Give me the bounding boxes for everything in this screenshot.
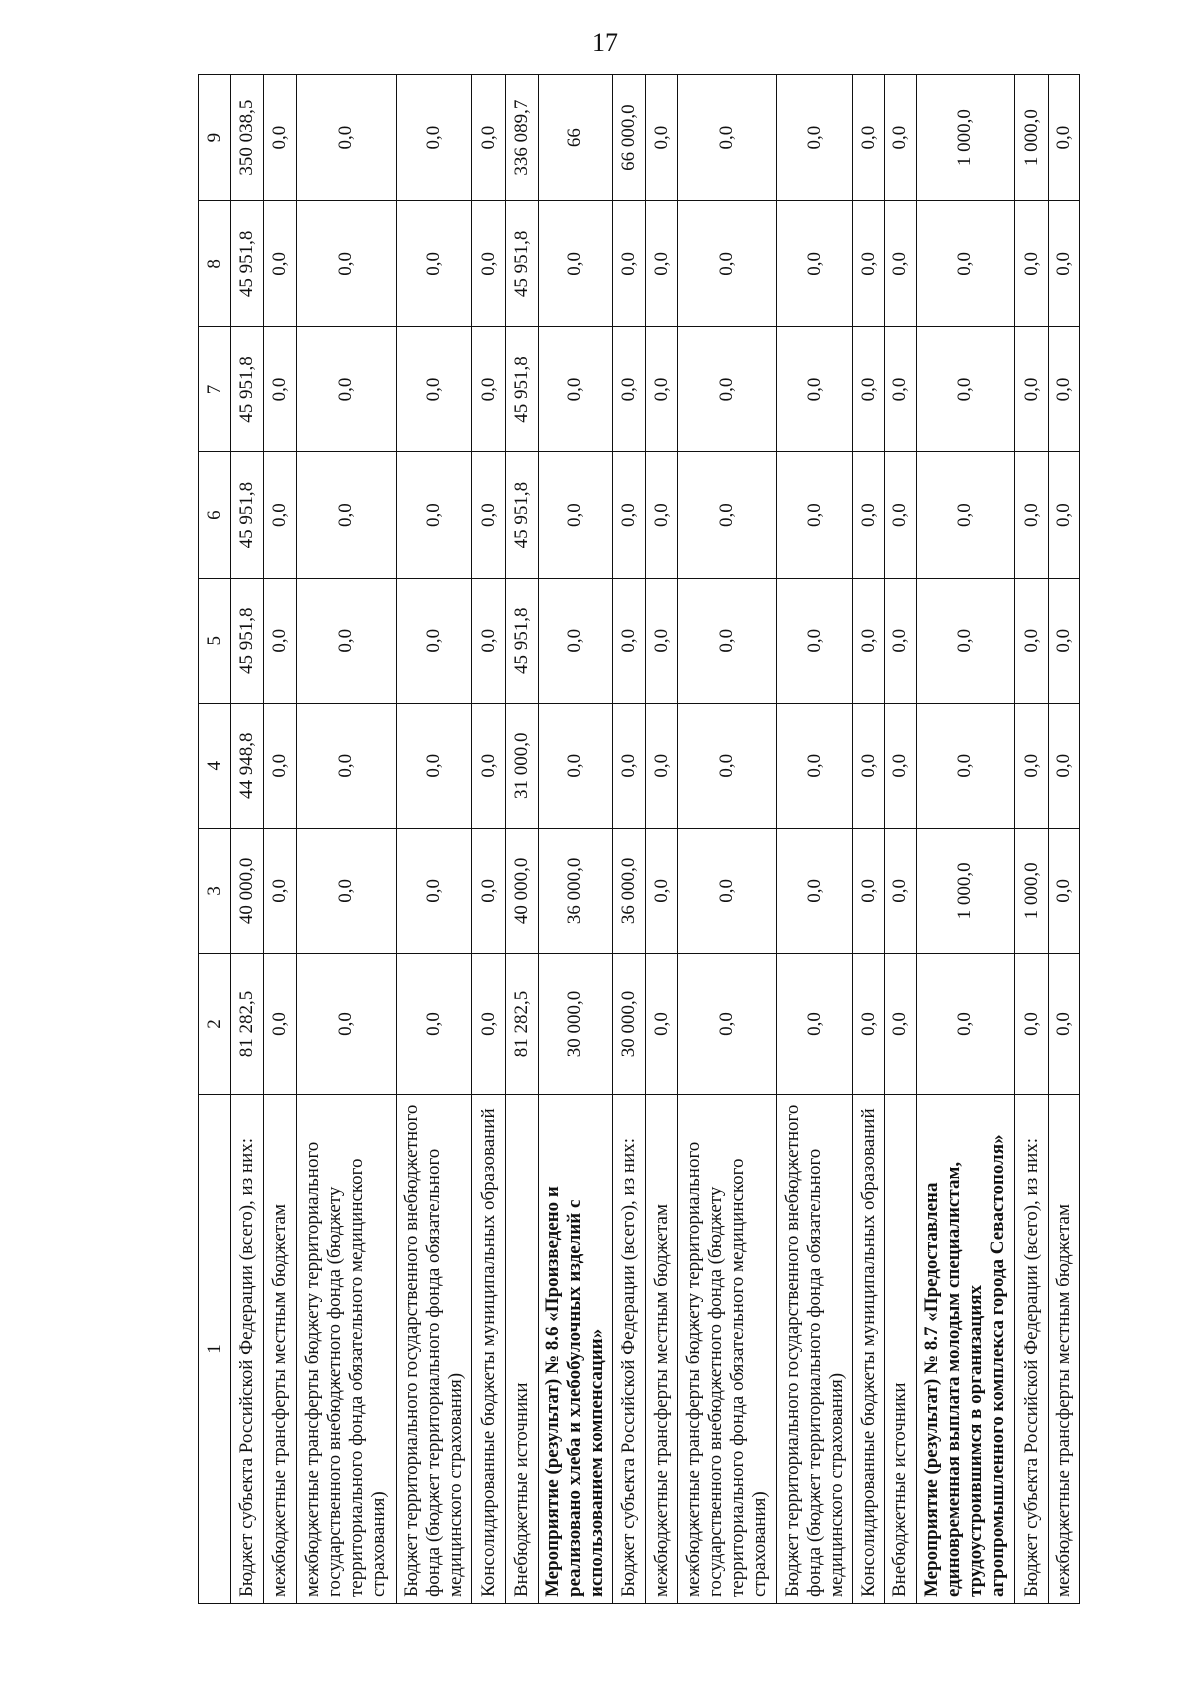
table-row [612, 75, 645, 1604]
row-label-cell: межбюджетные трансферты бюджету территориального государственного внебюджетного фонда (бюджету территориального фонда обязательного медицинского страхования) [296, 1095, 397, 1604]
value-cell: 40 000,0 [505, 828, 538, 953]
value-cell: 0,0 [296, 953, 397, 1094]
table-row [538, 75, 612, 1604]
value-cell: 0,0 [397, 75, 472, 201]
value-cell: 0,0 [1048, 953, 1079, 1094]
table-row [296, 75, 397, 1604]
value-cell: 0,0 [853, 327, 885, 452]
column-header-2: 2 [199, 953, 231, 1094]
value-cell: 0,0 [1015, 953, 1048, 1094]
value-cell: 0,0 [264, 703, 296, 828]
row-label-cell: Консолидированные бюджеты муниципальных образований [853, 1095, 885, 1604]
value-cell: 0,0 [264, 828, 296, 953]
value-cell: 81 282,5 [231, 953, 264, 1094]
table-body [231, 75, 1080, 1604]
value-cell: 0,0 [853, 703, 885, 828]
value-cell: 0,0 [612, 452, 645, 578]
value-cell: 0,0 [916, 578, 1015, 703]
value-cell: 45 951,8 [231, 327, 264, 452]
value-cell: 0,0 [397, 953, 472, 1094]
table-row [472, 75, 505, 1604]
value-cell: 1 000,0 [916, 75, 1015, 201]
value-cell: 0,0 [885, 452, 916, 578]
column-header-3: 3 [199, 828, 231, 953]
value-cell: 0,0 [678, 703, 777, 828]
table-row [678, 75, 777, 1604]
value-cell: 0,0 [646, 452, 678, 578]
table-row [397, 75, 472, 1604]
value-cell: 40 000,0 [231, 828, 264, 953]
value-cell: 0,0 [472, 75, 505, 201]
value-cell: 0,0 [472, 953, 505, 1094]
value-cell: 0,0 [612, 578, 645, 703]
value-cell: 0,0 [397, 327, 472, 452]
activity-title-cell: Мероприятие (результат) № 8.7 «Предоставлена единовременная выплата молодым специалистам, трудоустроившимся в организациях агропромышленного комплекса города Севастополя» [916, 1095, 1015, 1604]
value-cell: 36 000,0 [612, 828, 645, 953]
value-cell: 0,0 [777, 828, 853, 953]
value-cell: 0,0 [397, 452, 472, 578]
table-row [885, 75, 916, 1604]
value-cell: 0,0 [1048, 452, 1079, 578]
table-row [1015, 75, 1048, 1604]
value-cell: 45 951,8 [505, 578, 538, 703]
value-cell: 36 000,0 [538, 828, 612, 953]
value-cell: 0,0 [853, 201, 885, 327]
row-label-cell: межбюджетные трансферты местным бюджетам [646, 1095, 678, 1604]
value-cell: 0,0 [264, 75, 296, 201]
value-cell: 1 000,0 [916, 828, 1015, 953]
value-cell: 0,0 [1048, 327, 1079, 452]
value-cell: 81 282,5 [505, 953, 538, 1094]
value-cell: 0,0 [472, 828, 505, 953]
table-row [264, 75, 296, 1604]
table-row [505, 75, 538, 1604]
row-label-cell: Бюджет субъекта Российской Федерации (всего), из них: [612, 1095, 645, 1604]
row-label-cell: межбюджетные трансферты местным бюджетам [264, 1095, 296, 1604]
value-cell: 0,0 [264, 452, 296, 578]
row-label-cell: Бюджет субъекта Российской Федерации (всего), из них: [231, 1095, 264, 1604]
column-header-1: 1 [199, 1095, 231, 1604]
value-cell: 0,0 [885, 828, 916, 953]
value-cell: 44 948,8 [231, 703, 264, 828]
value-cell: 0,0 [646, 828, 678, 953]
row-label-cell: Внебюджетные источники [505, 1095, 538, 1604]
value-cell: 0,0 [264, 327, 296, 452]
value-cell: 0,0 [777, 703, 853, 828]
value-cell: 0,0 [678, 327, 777, 452]
value-cell: 0,0 [777, 578, 853, 703]
value-cell: 0,0 [612, 201, 645, 327]
table-row [231, 75, 264, 1604]
value-cell: 0,0 [678, 953, 777, 1094]
value-cell: 0,0 [646, 201, 678, 327]
table-row [777, 75, 853, 1604]
value-cell: 66 000,0 [612, 75, 645, 201]
value-cell: 0,0 [1048, 703, 1079, 828]
value-cell: 45 951,8 [231, 578, 264, 703]
value-cell: 0,0 [264, 201, 296, 327]
column-header-5: 5 [199, 578, 231, 703]
value-cell: 0,0 [472, 201, 505, 327]
value-cell: 0,0 [916, 452, 1015, 578]
value-cell: 0,0 [885, 201, 916, 327]
value-cell: 0,0 [1048, 201, 1079, 327]
value-cell: 0,0 [296, 201, 397, 327]
value-cell: 45 951,8 [231, 201, 264, 327]
value-cell: 0,0 [885, 75, 916, 201]
value-cell: 31 000,0 [505, 703, 538, 828]
rotated-table-wrapper [198, 74, 1080, 1604]
value-cell: 0,0 [296, 703, 397, 828]
value-cell: 1 000,0 [1015, 828, 1048, 953]
value-cell: 0,0 [646, 327, 678, 452]
value-cell: 0,0 [538, 578, 612, 703]
value-cell: 0,0 [646, 578, 678, 703]
value-cell: 0,0 [1015, 452, 1048, 578]
value-cell: 45 951,8 [231, 452, 264, 578]
value-cell: 0,0 [885, 953, 916, 1094]
value-cell: 0,0 [885, 703, 916, 828]
value-cell: 0,0 [678, 828, 777, 953]
value-cell: 0,0 [777, 452, 853, 578]
value-cell: 0,0 [538, 703, 612, 828]
value-cell: 0,0 [296, 578, 397, 703]
value-cell: 0,0 [777, 953, 853, 1094]
row-label-cell: Бюджет субъекта Российской Федерации (всего), из них: [1015, 1095, 1048, 1604]
value-cell: 0,0 [472, 452, 505, 578]
value-cell: 0,0 [885, 327, 916, 452]
value-cell: 0,0 [472, 578, 505, 703]
value-cell: 0,0 [853, 578, 885, 703]
value-cell: 0,0 [1015, 578, 1048, 703]
value-cell: 0,0 [678, 452, 777, 578]
column-header-4: 4 [199, 703, 231, 828]
value-cell: 45 951,8 [505, 327, 538, 452]
column-header-9: 9 [199, 75, 231, 201]
value-cell: 0,0 [678, 578, 777, 703]
value-cell: 0,0 [472, 703, 505, 828]
column-header-6: 6 [199, 452, 231, 578]
value-cell: 0,0 [853, 452, 885, 578]
value-cell: 0,0 [472, 327, 505, 452]
value-cell: 0,0 [853, 828, 885, 953]
value-cell: 0,0 [296, 828, 397, 953]
value-cell: 0,0 [1015, 703, 1048, 828]
value-cell: 0,0 [1015, 201, 1048, 327]
column-header-8: 8 [199, 201, 231, 327]
value-cell: 0,0 [1048, 828, 1079, 953]
value-cell: 0,0 [678, 201, 777, 327]
value-cell: 0,0 [678, 75, 777, 201]
value-cell: 0,0 [777, 201, 853, 327]
value-cell: 0,0 [1015, 327, 1048, 452]
table-row [916, 75, 1015, 1604]
value-cell: 0,0 [853, 75, 885, 201]
budget-table [198, 74, 1080, 1604]
value-cell: 0,0 [646, 75, 678, 201]
value-cell: 0,0 [538, 452, 612, 578]
value-cell: 0,0 [1048, 578, 1079, 703]
value-cell: 0,0 [296, 452, 397, 578]
value-cell: 0,0 [397, 578, 472, 703]
value-cell: 0,0 [853, 953, 885, 1094]
value-cell: 0,0 [916, 953, 1015, 1094]
value-cell: 0,0 [397, 828, 472, 953]
value-cell: 0,0 [538, 201, 612, 327]
activity-title-cell: Мероприятие (результат) № 8.6 «Произведено и реализовано хлеба и хлебобулочных изделий с использованием компенсации» [538, 1095, 612, 1604]
value-cell: 66 [538, 75, 612, 201]
table-row [1048, 75, 1079, 1604]
value-cell: 0,0 [397, 703, 472, 828]
page-number: 17 [592, 28, 618, 57]
value-cell: 0,0 [777, 327, 853, 452]
row-label-cell: Бюджет территориального государственного внебюджетного фонда (бюджет территориального фонда обязательного медицинского страхования) [397, 1095, 472, 1604]
value-cell: 336 089,7 [505, 75, 538, 201]
value-cell: 30 000,0 [612, 953, 645, 1094]
value-cell: 0,0 [1048, 75, 1079, 201]
row-label-cell: межбюджетные трансферты местным бюджетам [1048, 1095, 1079, 1604]
value-cell: 0,0 [397, 201, 472, 327]
value-cell: 30 000,0 [538, 953, 612, 1094]
table-row [853, 75, 885, 1604]
value-cell: 0,0 [916, 201, 1015, 327]
table-row [646, 75, 678, 1604]
header-row [199, 75, 231, 1604]
value-cell: 0,0 [538, 327, 612, 452]
value-cell: 0,0 [612, 327, 645, 452]
column-header-7: 7 [199, 327, 231, 452]
value-cell: 0,0 [646, 953, 678, 1094]
value-cell: 350 038,5 [231, 75, 264, 201]
value-cell: 0,0 [885, 578, 916, 703]
value-cell: 0,0 [264, 953, 296, 1094]
value-cell: 45 951,8 [505, 452, 538, 578]
value-cell: 0,0 [612, 703, 645, 828]
value-cell: 1 000,0 [1015, 75, 1048, 201]
value-cell: 45 951,8 [505, 201, 538, 327]
row-label-cell: межбюджетные трансферты бюджету территориального государственного внебюджетного фонда (бюджету территориального фонда обязательного медицинского страхования) [678, 1095, 777, 1604]
value-cell: 0,0 [264, 578, 296, 703]
value-cell: 0,0 [916, 327, 1015, 452]
value-cell: 0,0 [777, 75, 853, 201]
value-cell: 0,0 [296, 75, 397, 201]
row-label-cell: Консолидированные бюджеты муниципальных образований [472, 1095, 505, 1604]
row-label-cell: Внебюджетные источники [885, 1095, 916, 1604]
value-cell: 0,0 [646, 703, 678, 828]
value-cell: 0,0 [916, 703, 1015, 828]
row-label-cell: Бюджет территориального государственного внебюджетного фонда (бюджет территориального фонда обязательного медицинского страхования) [777, 1095, 853, 1604]
value-cell: 0,0 [296, 327, 397, 452]
